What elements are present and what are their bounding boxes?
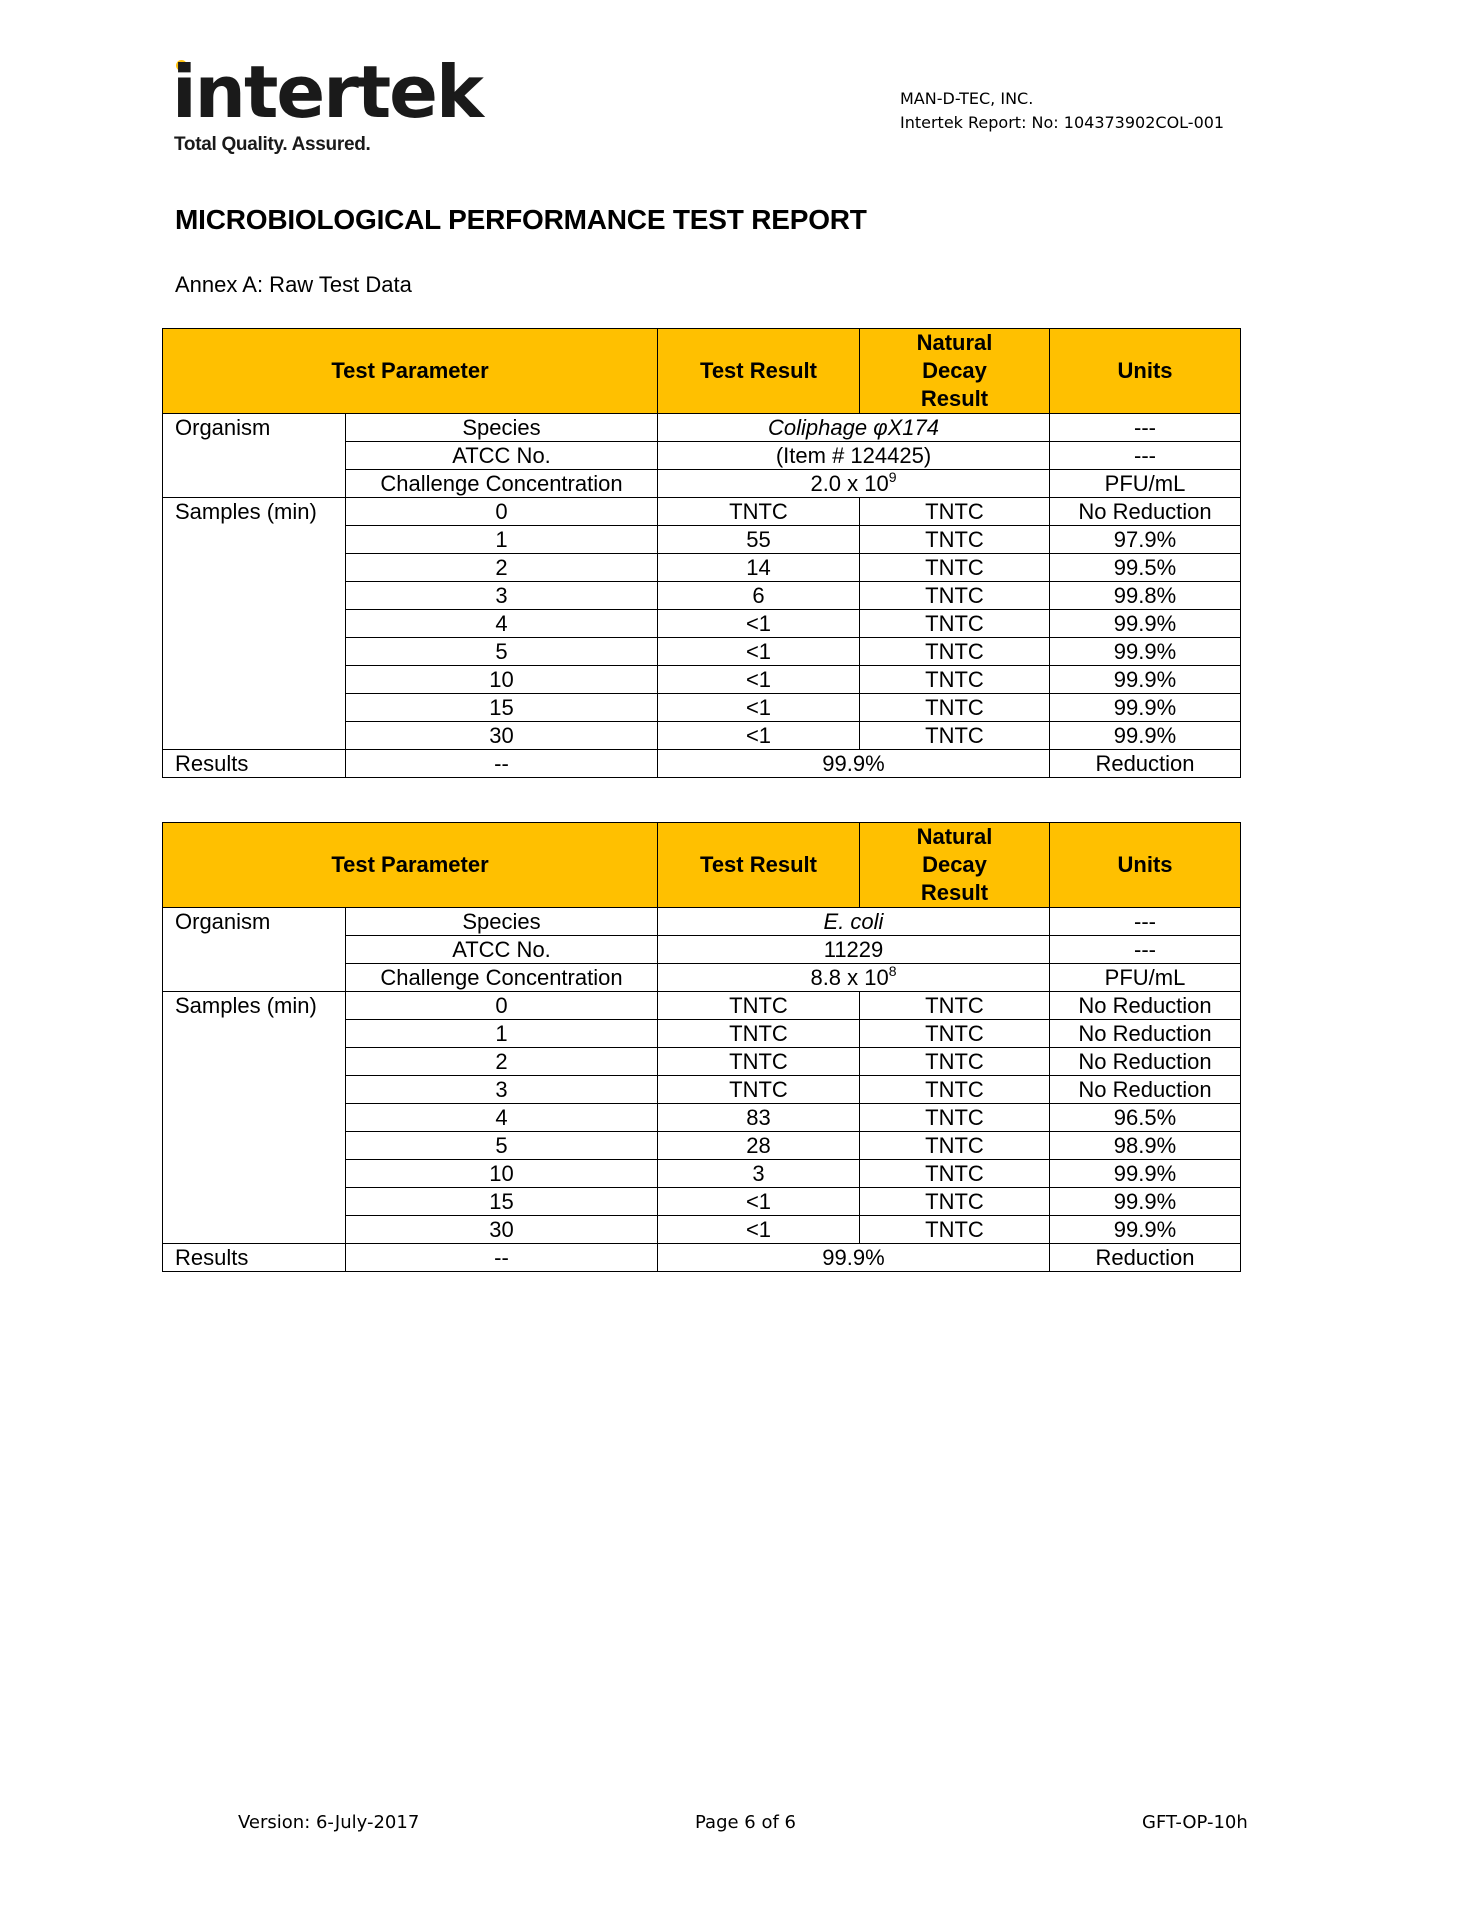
header-units: Units [1050,329,1241,414]
sample-units: 98.9% [1050,1132,1241,1160]
intertek-logo [172,50,482,160]
sample-min: 5 [346,638,658,666]
annex-heading: Annex A: Raw Test Data [175,272,412,297]
sample-min: 15 [346,1188,658,1216]
sample-result: TNTC [658,1048,860,1076]
sample-decay: TNTC [860,1188,1050,1216]
sample-result: 3 [658,1160,860,1188]
footer-page-number: Page 6 of 6 [695,1812,796,1833]
species-label: Species [346,414,658,442]
sample-min: 30 [346,1216,658,1244]
sample-units: 99.9% [1050,638,1241,666]
sample-result: 6 [658,582,860,610]
sample-min: 3 [346,582,658,610]
challenge-label: Challenge Concentration [346,964,658,992]
sample-decay: TNTC [860,1216,1050,1244]
sample-decay: TNTC [860,666,1050,694]
test-data-table-1 [162,328,1241,778]
sample-units: 99.9% [1050,722,1241,750]
sample-min: 2 [346,1048,658,1076]
sample-result: 83 [658,1104,860,1132]
sample-units: 99.9% [1050,610,1241,638]
sample-units: 99.8% [1050,582,1241,610]
sample-min: 4 [346,610,658,638]
sample-result: <1 [658,1188,860,1216]
atcc-units: --- [1050,936,1241,964]
sample-min: 5 [346,1132,658,1160]
results-param: -- [346,1244,658,1272]
sample-decay: TNTC [860,1020,1050,1048]
sample-decay: TNTC [860,1160,1050,1188]
header-test-parameter: Test Parameter [163,823,658,908]
sample-result: TNTC [658,1020,860,1048]
sample-result: TNTC [658,992,860,1020]
species-value: Coliphage φX174 [658,414,1050,442]
sample-decay: TNTC [860,1132,1050,1160]
sample-units: No Reduction [1050,498,1241,526]
sample-min: 0 [346,992,658,1020]
sample-decay: TNTC [860,1104,1050,1132]
header-test-parameter: Test Parameter [163,329,658,414]
sample-decay: TNTC [860,1048,1050,1076]
results-value: 99.9% [658,750,1050,778]
sample-result: <1 [658,666,860,694]
samples-label: Samples (min) [163,498,346,750]
sample-units: No Reduction [1050,1048,1241,1076]
sample-units: No Reduction [1050,992,1241,1020]
sample-decay: TNTC [860,1076,1050,1104]
page-title: MICROBIOLOGICAL PERFORMANCE TEST REPORT [175,204,867,235]
sample-result: 14 [658,554,860,582]
sample-min: 10 [346,666,658,694]
company-name: MAN-D-TEC, INC. [900,89,1034,108]
atcc-value: 11229 [658,936,1050,964]
sample-min: 4 [346,1104,658,1132]
species-units: --- [1050,908,1241,936]
sample-result: <1 [658,610,860,638]
sample-result: <1 [658,638,860,666]
sample-decay: TNTC [860,526,1050,554]
sample-decay: TNTC [860,554,1050,582]
results-label: Results [163,1244,346,1272]
report-number: Intertek Report: No: 104373902COL-001 [900,113,1225,132]
atcc-label: ATCC No. [346,442,658,470]
samples-label: Samples (min) [163,992,346,1244]
sample-units: 99.9% [1050,694,1241,722]
sample-min: 1 [346,526,658,554]
sample-units: No Reduction [1050,1020,1241,1048]
header-natural-decay: Natural Decay Result [860,329,1050,414]
challenge-value: 8.8 x $10^8$ [658,964,1050,992]
sample-decay: TNTC [860,722,1050,750]
sample-result: TNTC [658,498,860,526]
sample-units: 99.5% [1050,554,1241,582]
sample-min: 10 [346,1160,658,1188]
logo-wordmark: intertek [172,50,482,134]
header-test-result: Test Result [658,823,860,908]
sample-min: 3 [346,1076,658,1104]
sample-result: <1 [658,694,860,722]
sample-decay: TNTC [860,610,1050,638]
sample-min: 15 [346,694,658,722]
organism-label: Organism [163,414,346,498]
results-units: Reduction [1050,750,1241,778]
sample-decay: TNTC [860,694,1050,722]
sample-units: 99.9% [1050,1188,1241,1216]
sample-min: 30 [346,722,658,750]
sample-units: 97.9% [1050,526,1241,554]
atcc-units: --- [1050,442,1241,470]
results-value: 99.9% [658,1244,1050,1272]
organism-label: Organism [163,908,346,992]
results-label: Results [163,750,346,778]
footer-version: Version: 6-July-2017 [238,1812,420,1833]
atcc-value: (Item # 124425) [658,442,1050,470]
species-units: --- [1050,414,1241,442]
report-header [900,87,1224,135]
logo-tagline: Total Quality. Assured. [174,134,371,155]
sample-decay: TNTC [860,582,1050,610]
test-data-table-2 [162,822,1241,1272]
sample-decay: TNTC [860,638,1050,666]
challenge-label: Challenge Concentration [346,470,658,498]
sample-result: 28 [658,1132,860,1160]
challenge-units: PFU/mL [1050,964,1241,992]
sample-result: 55 [658,526,860,554]
sample-decay: TNTC [860,992,1050,1020]
header-natural-decay: Natural Decay Result [860,823,1050,908]
results-units: Reduction [1050,1244,1241,1272]
sample-min: 2 [346,554,658,582]
atcc-label: ATCC No. [346,936,658,964]
sample-units: No Reduction [1050,1076,1241,1104]
sample-result: <1 [658,1216,860,1244]
header-units: Units [1050,823,1241,908]
sample-result: <1 [658,722,860,750]
sample-units: 96.5% [1050,1104,1241,1132]
sample-units: 99.9% [1050,1160,1241,1188]
challenge-units: PFU/mL [1050,470,1241,498]
species-label: Species [346,908,658,936]
footer-form-code: GFT-OP-10h [1142,1812,1248,1833]
sample-decay: TNTC [860,498,1050,526]
sample-units: 99.9% [1050,1216,1241,1244]
sample-min: 1 [346,1020,658,1048]
results-param: -- [346,750,658,778]
challenge-value: 2.0 x $10^9$ [658,470,1050,498]
species-value: E. coli [658,908,1050,936]
header-test-result: Test Result [658,329,860,414]
sample-units: 99.9% [1050,666,1241,694]
sample-result: TNTC [658,1076,860,1104]
sample-min: 0 [346,498,658,526]
